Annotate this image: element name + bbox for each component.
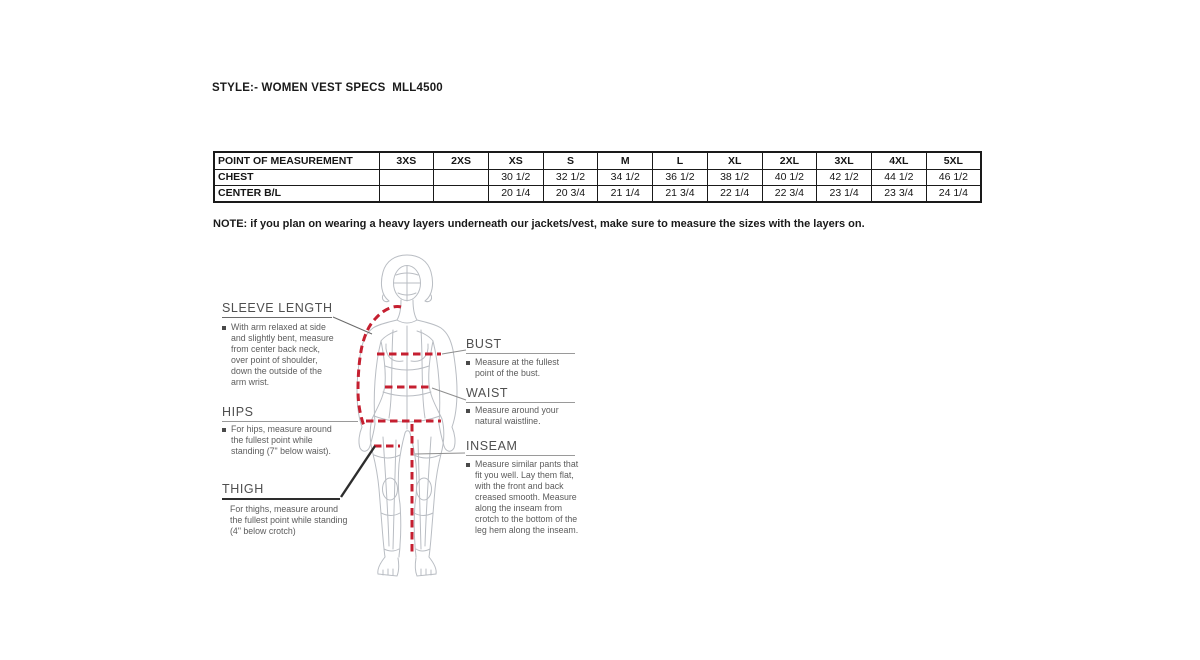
cell: 46 1/2	[926, 170, 981, 186]
thigh-heading: THIGH	[222, 482, 340, 500]
bust-heading: BUST	[466, 337, 575, 354]
cell: 42 1/2	[817, 170, 872, 186]
column-header: 4XL	[871, 152, 926, 170]
column-header: XL	[707, 152, 762, 170]
column-header: 2XS	[434, 152, 489, 170]
row-label: CHEST	[214, 170, 379, 186]
inseam-section	[466, 439, 575, 456]
cell: 40 1/2	[762, 170, 817, 186]
column-header: POINT OF MEASUREMENT	[214, 152, 379, 170]
sleeve-length-section	[222, 301, 332, 318]
column-header: 3XL	[817, 152, 872, 170]
column-header: XS	[488, 152, 543, 170]
hips-heading: HIPS	[222, 405, 358, 422]
waist-description: Measure around your natural waistline.	[466, 405, 572, 427]
cell: 21 3/4	[653, 186, 708, 203]
column-header: 3XS	[379, 152, 434, 170]
cell: 34 1/2	[598, 170, 653, 186]
page-title: STYLE:- WOMEN VEST SPECS MLL4500	[212, 82, 443, 94]
cell: 23 3/4	[871, 186, 926, 203]
cell: 30 1/2	[488, 170, 543, 186]
inseam-description: Measure similar pants that fit you well. Lay them flat, with the front and back creased smooth. Measure along the inseam from crotch to the bottom of the leg hem along the inseam.	[466, 459, 586, 536]
cell: 24 1/4	[926, 186, 981, 203]
cell: 21 1/4	[598, 186, 653, 203]
column-header: 2XL	[762, 152, 817, 170]
cell: 38 1/2	[707, 170, 762, 186]
hips-description: For hips, measure around the fullest point while standing (7" below waist).	[222, 424, 334, 457]
cell: 20 1/4	[488, 186, 543, 203]
sleeve-length-description: With arm relaxed at side and slightly bent, measure from center back neck, over point of shoulder, down the outside of the arm wrist.	[222, 322, 334, 388]
cell: 20 3/4	[543, 186, 598, 203]
inseam-connector-line	[415, 453, 465, 454]
thigh-description: For thighs, measure around the fullest point while standing (4" below crotch)	[230, 504, 348, 536]
sleeve-length-connector-line	[333, 317, 372, 334]
inseam-heading: INSEAM	[466, 439, 575, 456]
column-header: 5XL	[926, 152, 981, 170]
body-wireframe-figure	[357, 255, 457, 576]
cell: 32 1/2	[543, 170, 598, 186]
thigh-section	[222, 482, 340, 500]
note-text: NOTE: if you plan on wearing a heavy layers underneath our jackets/vest, make sure to measure the sizes with the layers on.	[213, 218, 865, 230]
waist-heading: WAIST	[466, 386, 575, 403]
column-header: S	[543, 152, 598, 170]
cell: 22 3/4	[762, 186, 817, 203]
cell: 22 1/4	[707, 186, 762, 203]
cell: 23 1/4	[817, 186, 872, 203]
column-header: L	[653, 152, 708, 170]
row-label: CENTER B/L	[214, 186, 379, 203]
cell: 36 1/2	[653, 170, 708, 186]
hips-section	[222, 405, 358, 422]
waist-connector-line	[432, 388, 466, 400]
waist-section	[466, 386, 575, 403]
bust-description: Measure at the fullest point of the bust.	[466, 357, 574, 379]
column-header: M	[598, 152, 653, 170]
sleeve-length-heading: SLEEVE LENGTH	[222, 301, 332, 318]
bust-section	[466, 337, 575, 354]
thigh-connector-line	[341, 446, 375, 497]
cell: 44 1/2	[871, 170, 926, 186]
